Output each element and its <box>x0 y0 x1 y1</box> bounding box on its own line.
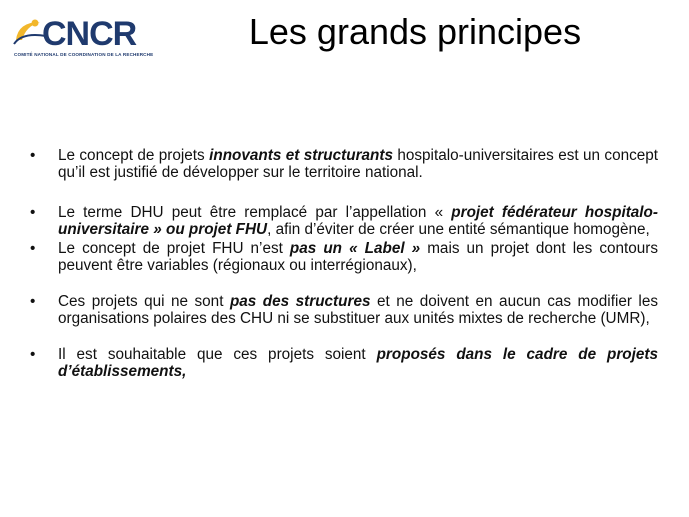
emphasized-text: pas des structures <box>229 293 371 310</box>
bullet-item <box>28 148 658 181</box>
bullet-list <box>28 148 658 380</box>
bullet-text: Le terme DHU peut être remplacé par l’appellation « <box>58 204 452 221</box>
bullet-text: hospitalo-universitaires est un concept qu’il est justifié de développer sur le territoire national. <box>58 147 658 181</box>
bullet-item <box>28 294 658 327</box>
bullet-text: , afin d’éviter de créer une entité sémantique homogène, <box>267 220 650 238</box>
bullet-text: mais un projet dont les contours peuvent être variables (régionaux ou interrégionaux), <box>58 240 659 274</box>
emphasized-text: projet fédérateur hospitalo-universitaire » ou projet FHU <box>58 204 658 238</box>
page-title: Les grands principes <box>248 11 582 52</box>
bullet-text: Le concept de projets <box>58 147 210 164</box>
bullet-marker: • <box>30 147 36 164</box>
bullet-item <box>28 205 658 238</box>
bullet-marker: • <box>30 204 36 221</box>
bullet-text: et ne doivent en aucun cas modifier les organisations polaires des CHU ni se substituer aux unités mixtes de recherche (UMR), <box>58 293 658 327</box>
bullet-marker: • <box>30 293 36 310</box>
bullet-text: Il est souhaitable que ces projets soient <box>58 346 377 363</box>
bullet-marker: • <box>30 240 36 257</box>
bullet-marker: • <box>30 346 36 363</box>
emphasized-text: pas un « Label » <box>289 240 421 257</box>
bullet-item <box>28 241 658 274</box>
bullet-item <box>28 347 658 380</box>
logo-wordmark: CNCR <box>42 15 137 53</box>
emphasized-text: proposés dans le cadre de projets d’établissements, <box>58 346 658 380</box>
bullet-text: Le concept de projet FHU n’est <box>58 240 290 257</box>
bullet-text: Ces projets qui ne sont <box>58 293 230 310</box>
logo-subtitle: COMITÉ NATIONAL DE COORDINATION DE LA RECHERCHE <box>14 52 154 57</box>
emphasized-text: innovants et structurants <box>209 147 393 164</box>
cncr-logo <box>12 14 172 62</box>
